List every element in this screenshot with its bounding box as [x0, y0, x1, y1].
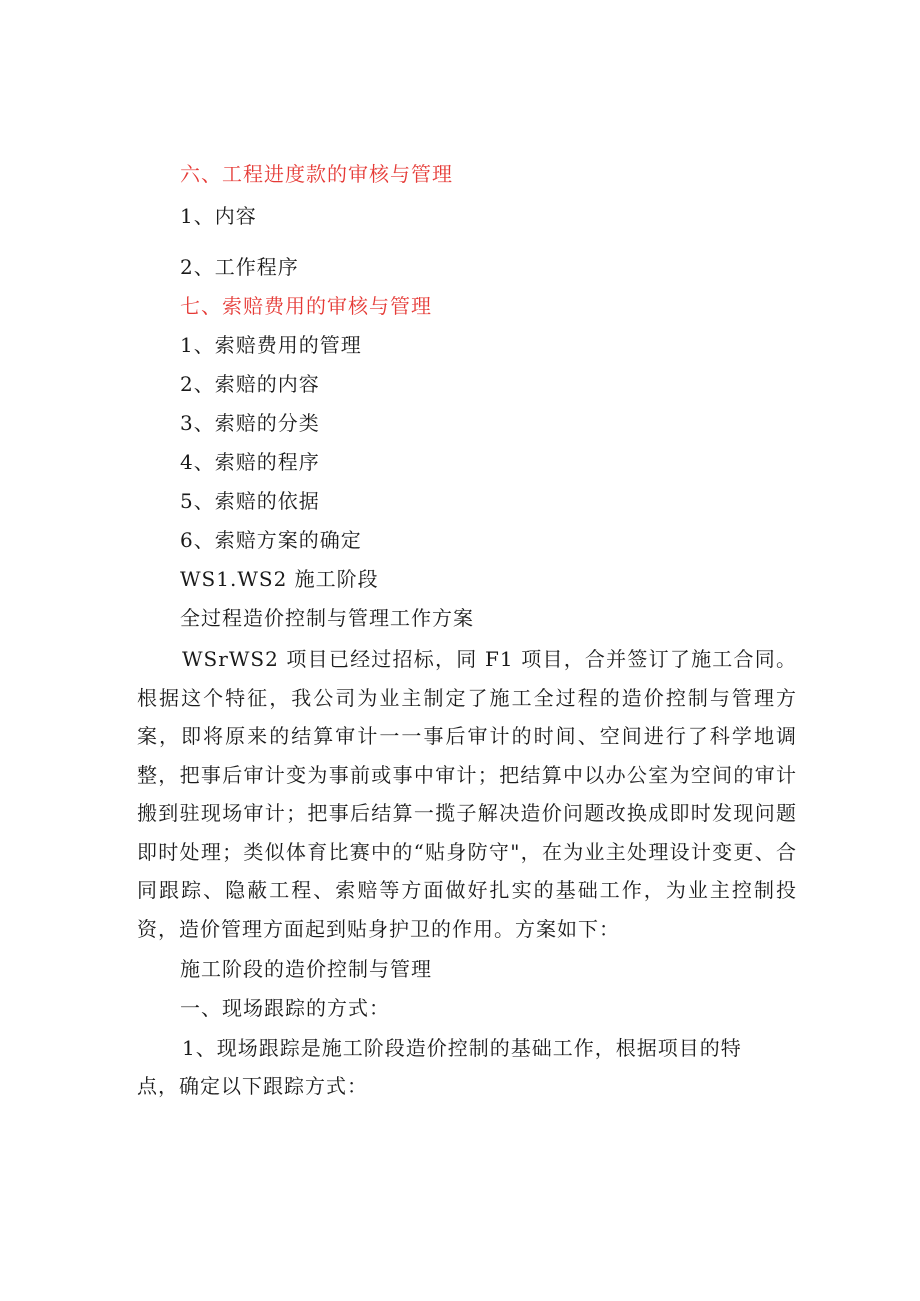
intro-paragraph: WSrWS2 项目已经过招标，同 F1 项目，合并签订了施工合同。根据这个特征，我公司为业主制定了施工全过程的造价控制与管理方案，即将原来的结算审计一一事后审计的时间、空间进行了科学地调整，把事后审计变为事前或事中审计；把结算中以办公室为空间的审计搬到驻现场审计；把事后结算一揽子解决造价问题改换成即时发现问题即时处理；类似体育比赛中的“贴身防守"，在为业主处理设计变更、合同跟踪、隐蔽工程、索赔等方面做好扎实的基础工作，为业主控制投资，造价管理方面起到贴身护卫的作用。方案如下： — [137, 647, 797, 941]
section-6-item-procedure: 2、工作程序 — [180, 255, 299, 279]
tracking-paragraph: 1、现场跟踪是施工阶段造价控制的基础工作，根据项目的特点，确定以下跟踪方式： — [137, 1036, 742, 1098]
section-heading-6: 六、工程进度款的审核与管理 — [180, 162, 453, 186]
tracking-heading: 一、现场跟踪的方式： — [180, 996, 390, 1020]
section-7-item: 3、索赔的分类 — [180, 411, 320, 435]
section-7-item: 4、索赔的程序 — [180, 450, 320, 474]
plan-title: 全过程造价控制与管理工作方案 — [180, 606, 474, 630]
section-heading-7: 七、索赔费用的审核与管理 — [180, 294, 432, 318]
section-7-item: 6、索赔方案的确定 — [180, 528, 362, 552]
section-7-item: 5、索赔的依据 — [180, 489, 320, 513]
section-6-item-content: 1、内容 — [180, 204, 257, 228]
construction-stage-title: 施工阶段的造价控制与管理 — [180, 957, 432, 981]
ws-stage-title: WS1.WS2 施工阶段 — [180, 567, 379, 591]
section-7-item: 2、索赔的内容 — [180, 372, 320, 396]
section-7-item: 1、索赔费用的管理 — [180, 333, 362, 357]
